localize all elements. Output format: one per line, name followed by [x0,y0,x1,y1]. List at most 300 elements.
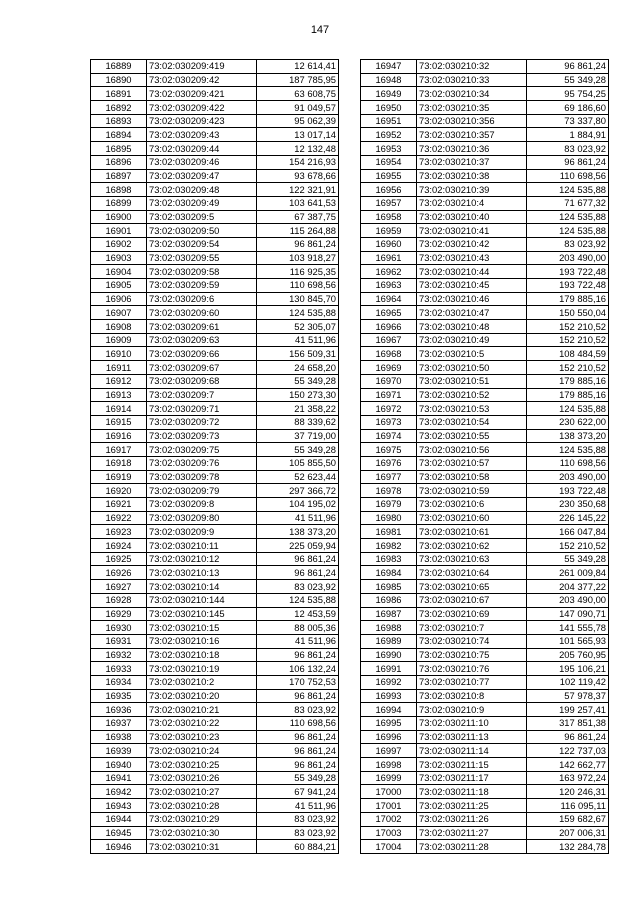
amount-cell: 147 090,71 [527,607,609,621]
cadastral-number-cell: 73:02:030210:16 [147,634,257,648]
row-number-cell: 16951 [361,114,417,128]
amount-cell: 159 682,67 [527,812,609,826]
amount-cell: 104 195,02 [257,498,339,512]
cadastral-number-cell: 73:02:030211:13 [417,730,527,744]
cadastral-number-cell: 73:02:030210:31 [147,840,257,854]
amount-cell: 152 210,52 [527,361,609,375]
row-number-cell: 16921 [91,498,147,512]
table-row [91,470,339,484]
row-number-cell: 16929 [91,607,147,621]
amount-cell: 37 719,00 [257,429,339,443]
table-row [361,388,609,402]
amount-cell: 57 978,37 [527,689,609,703]
amount-cell: 116 095,11 [527,799,609,813]
table-row [91,155,339,169]
cadastral-number-cell: 73:02:030210:2 [147,675,257,689]
cadastral-number-cell: 73:02:030209:60 [147,306,257,320]
row-number-cell: 16907 [91,306,147,320]
row-number-cell: 16938 [91,730,147,744]
amount-cell: 120 246,31 [527,785,609,799]
row-number-cell: 16970 [361,374,417,388]
amount-cell: 130 845,70 [257,292,339,306]
amount-cell: 67 941,24 [257,785,339,799]
row-number-cell: 17002 [361,812,417,826]
cadastral-number-cell: 73:02:030210:28 [147,799,257,813]
table-row [361,456,609,470]
amount-cell: 110 698,56 [527,456,609,470]
cadastral-number-cell: 73:02:030210:51 [417,374,527,388]
table-row [361,347,609,361]
cadastral-number-cell: 73:02:030209:48 [147,183,257,197]
table-row [361,484,609,498]
table-row [91,306,339,320]
table-row [91,456,339,470]
table-row [91,771,339,785]
amount-cell: 12 132,48 [257,142,339,156]
table-row [361,826,609,840]
amount-cell: 96 861,24 [257,566,339,580]
row-number-cell: 16935 [91,689,147,703]
cadastral-number-cell: 73:02:030210:67 [417,593,527,607]
row-number-cell: 16993 [361,689,417,703]
table-row [361,566,609,580]
amount-cell: 152 210,52 [527,320,609,334]
row-number-cell: 16891 [91,87,147,101]
cadastral-number-cell: 73:02:030209:79 [147,484,257,498]
row-number-cell: 16940 [91,758,147,772]
cadastral-number-cell: 73:02:030210:48 [417,320,527,334]
table-row [91,333,339,347]
row-number-cell: 16889 [91,60,147,74]
row-number-cell: 16925 [91,552,147,566]
row-number-cell: 16897 [91,169,147,183]
row-number-cell: 16961 [361,251,417,265]
table-row [91,511,339,525]
table-row [91,689,339,703]
row-number-cell: 16977 [361,470,417,484]
amount-cell: 105 855,50 [257,456,339,470]
amount-cell: 195 106,21 [527,662,609,676]
row-number-cell: 16941 [91,771,147,785]
row-number-cell: 16958 [361,210,417,224]
row-number-cell: 16952 [361,128,417,142]
cadastral-number-cell: 73:02:030210:55 [417,429,527,443]
amount-cell: 152 210,52 [527,539,609,553]
cadastral-number-cell: 73:02:030210:7 [417,621,527,635]
cadastral-number-cell: 73:02:030210:45 [417,279,527,293]
table-row [361,717,609,731]
amount-cell: 193 722,48 [527,265,609,279]
cadastral-number-cell: 73:02:030209:66 [147,347,257,361]
row-number-cell: 16936 [91,703,147,717]
amount-cell: 230 622,00 [527,415,609,429]
table-row [361,511,609,525]
row-number-cell: 16928 [91,593,147,607]
row-number-cell: 16910 [91,347,147,361]
row-number-cell: 16934 [91,675,147,689]
table-row [91,744,339,758]
cadastral-number-cell: 73:02:030210:25 [147,758,257,772]
row-number-cell: 16901 [91,224,147,238]
table-row [361,621,609,635]
row-number-cell: 16991 [361,662,417,676]
row-number-cell: 16997 [361,744,417,758]
cadastral-number-cell: 73:02:030211:25 [417,799,527,813]
cadastral-number-cell: 73:02:030210:57 [417,456,527,470]
cadastral-number-cell: 73:02:030211:10 [417,717,527,731]
row-number-cell: 16957 [361,196,417,210]
amount-cell: 154 216,93 [257,155,339,169]
amount-cell: 207 006,31 [527,826,609,840]
table-row [91,758,339,772]
table-row [361,169,609,183]
table-row [91,484,339,498]
cadastral-number-cell: 73:02:030210:34 [417,87,527,101]
cadastral-number-cell: 73:02:030210:144 [147,593,257,607]
amount-cell: 142 662,77 [527,758,609,772]
cadastral-number-cell: 73:02:030209:54 [147,237,257,251]
row-number-cell: 16904 [91,265,147,279]
left-table [90,59,339,854]
row-number-cell: 16960 [361,237,417,251]
amount-cell: 95 062,39 [257,114,339,128]
amount-cell: 102 119,42 [527,675,609,689]
table-row [91,429,339,443]
table-row [91,840,339,854]
row-number-cell: 16905 [91,279,147,293]
cadastral-number-cell: 73:02:030210:64 [417,566,527,580]
table-row [91,593,339,607]
row-number-cell: 16956 [361,183,417,197]
cadastral-number-cell: 73:02:030210:13 [147,566,257,580]
row-number-cell: 16906 [91,292,147,306]
cadastral-number-cell: 73:02:030210:60 [417,511,527,525]
cadastral-number-cell: 73:02:030211:18 [417,785,527,799]
row-number-cell: 16948 [361,73,417,87]
row-number-cell: 16943 [91,799,147,813]
cadastral-number-cell: 73:02:030209:61 [147,320,257,334]
amount-cell: 179 885,16 [527,374,609,388]
cadastral-number-cell: 73:02:030209:421 [147,87,257,101]
amount-cell: 141 555,78 [527,621,609,635]
table-row [91,607,339,621]
amount-cell: 83 023,92 [527,237,609,251]
amount-cell: 95 754,25 [527,87,609,101]
amount-cell: 124 535,88 [527,224,609,238]
cadastral-number-cell: 73:02:030210:47 [417,306,527,320]
amount-cell: 12 614,41 [257,60,339,74]
table-row [361,279,609,293]
cadastral-number-cell: 73:02:030210:145 [147,607,257,621]
amount-cell: 101 565,93 [527,634,609,648]
amount-cell: 103 641,53 [257,196,339,210]
amount-cell: 203 490,00 [527,593,609,607]
row-number-cell: 16973 [361,415,417,429]
row-number-cell: 16996 [361,730,417,744]
row-number-cell: 16989 [361,634,417,648]
amount-cell: 110 698,56 [257,717,339,731]
table-row [361,552,609,566]
table-row [361,306,609,320]
amount-cell: 52 305,07 [257,320,339,334]
amount-cell: 124 535,88 [257,306,339,320]
row-number-cell: 16900 [91,210,147,224]
amount-cell: 106 132,24 [257,662,339,676]
table-row [91,347,339,361]
table-row [91,662,339,676]
row-number-cell: 16944 [91,812,147,826]
cadastral-number-cell: 73:02:030210:42 [417,237,527,251]
amount-cell: 73 337,80 [527,114,609,128]
table-row [91,730,339,744]
amount-cell: 203 490,00 [527,470,609,484]
row-number-cell: 16902 [91,237,147,251]
amount-cell: 96 861,24 [257,744,339,758]
cadastral-number-cell: 73:02:030210:8 [417,689,527,703]
cadastral-number-cell: 73:02:030211:14 [417,744,527,758]
table-row [361,224,609,238]
amount-cell: 110 698,56 [257,279,339,293]
cadastral-number-cell: 73:02:030210:357 [417,128,527,142]
cadastral-number-cell: 73:02:030209:76 [147,456,257,470]
table-row [91,320,339,334]
cadastral-number-cell: 73:02:030210:46 [417,292,527,306]
row-number-cell: 16959 [361,224,417,238]
table-row [361,361,609,375]
amount-cell: 13 017,14 [257,128,339,142]
cadastral-number-cell: 73:02:030209:8 [147,498,257,512]
table-row [361,607,609,621]
row-number-cell: 16974 [361,429,417,443]
row-number-cell: 16937 [91,717,147,731]
amount-cell: 124 535,88 [527,402,609,416]
amount-cell: 96 861,24 [257,648,339,662]
table-row [361,785,609,799]
table-row [361,87,609,101]
row-number-cell: 16899 [91,196,147,210]
amount-cell: 116 925,35 [257,265,339,279]
amount-cell: 163 972,24 [527,771,609,785]
cadastral-number-cell: 73:02:030210:59 [417,484,527,498]
cadastral-number-cell: 73:02:030209:44 [147,142,257,156]
row-number-cell: 16995 [361,717,417,731]
row-number-cell: 16990 [361,648,417,662]
cadastral-number-cell: 73:02:030210:18 [147,648,257,662]
table-row [361,73,609,87]
cadastral-number-cell: 73:02:030210:15 [147,621,257,635]
row-number-cell: 16939 [91,744,147,758]
amount-cell: 122 737,03 [527,744,609,758]
cadastral-number-cell: 73:02:030211:26 [417,812,527,826]
amount-cell: 225 059,94 [257,539,339,553]
cadastral-number-cell: 73:02:030210:53 [417,402,527,416]
row-number-cell: 16927 [91,580,147,594]
amount-cell: 88 339,62 [257,415,339,429]
table-row [361,539,609,553]
row-number-cell: 16954 [361,155,417,169]
row-number-cell: 16964 [361,292,417,306]
row-number-cell: 17001 [361,799,417,813]
row-number-cell: 16923 [91,525,147,539]
row-number-cell: 16932 [91,648,147,662]
cadastral-number-cell: 73:02:030209:72 [147,415,257,429]
amount-cell: 124 535,88 [257,593,339,607]
amount-cell: 122 321,91 [257,183,339,197]
row-number-cell: 16946 [91,840,147,854]
cadastral-number-cell: 73:02:030210:23 [147,730,257,744]
amount-cell: 67 387,75 [257,210,339,224]
cadastral-number-cell: 73:02:030210:14 [147,580,257,594]
cadastral-number-cell: 73:02:030209:68 [147,374,257,388]
table-row [91,101,339,115]
amount-cell: 110 698,56 [527,169,609,183]
amount-cell: 132 284,78 [527,840,609,854]
row-number-cell: 16933 [91,662,147,676]
amount-cell: 297 366,72 [257,484,339,498]
row-number-cell: 16942 [91,785,147,799]
cadastral-number-cell: 73:02:030210:63 [417,552,527,566]
cadastral-number-cell: 73:02:030210:76 [417,662,527,676]
amount-cell: 96 861,24 [257,730,339,744]
row-number-cell: 16947 [361,60,417,74]
cadastral-number-cell: 73:02:030210:21 [147,703,257,717]
amount-cell: 41 511,96 [257,333,339,347]
row-number-cell: 16913 [91,388,147,402]
table-row [361,675,609,689]
table-row [361,498,609,512]
cadastral-number-cell: 73:02:030209:422 [147,101,257,115]
row-number-cell: 16994 [361,703,417,717]
row-number-cell: 16978 [361,484,417,498]
amount-cell: 138 373,20 [257,525,339,539]
row-number-cell: 16953 [361,142,417,156]
cadastral-number-cell: 73:02:030210:27 [147,785,257,799]
table-row [91,388,339,402]
cadastral-number-cell: 73:02:030210:12 [147,552,257,566]
table-row [91,265,339,279]
table-row [361,142,609,156]
cadastral-number-cell: 73:02:030210:26 [147,771,257,785]
amount-cell: 138 373,20 [527,429,609,443]
row-number-cell: 16950 [361,101,417,115]
row-number-cell: 16922 [91,511,147,525]
amount-cell: 166 047,84 [527,525,609,539]
table-row [91,169,339,183]
row-number-cell: 16908 [91,320,147,334]
table-row [91,621,339,635]
amount-cell: 1 884,91 [527,128,609,142]
amount-cell: 150 273,30 [257,388,339,402]
cadastral-number-cell: 73:02:030209:75 [147,443,257,457]
table-row [91,279,339,293]
amount-cell: 83 023,92 [257,812,339,826]
amount-cell: 96 861,24 [257,552,339,566]
cadastral-number-cell: 73:02:030210:37 [417,155,527,169]
row-number-cell: 16916 [91,429,147,443]
amount-cell: 203 490,00 [527,251,609,265]
cadastral-number-cell: 73:02:030210:19 [147,662,257,676]
row-number-cell: 16911 [91,361,147,375]
row-number-cell: 16981 [361,525,417,539]
table-row [91,415,339,429]
row-number-cell: 16890 [91,73,147,87]
cadastral-number-cell: 73:02:030209:67 [147,361,257,375]
row-number-cell: 16987 [361,607,417,621]
table-row [361,333,609,347]
amount-cell: 261 009,84 [527,566,609,580]
amount-cell: 199 257,41 [527,703,609,717]
cadastral-number-cell: 73:02:030210:356 [417,114,527,128]
table-row [361,812,609,826]
amount-cell: 71 677,32 [527,196,609,210]
row-number-cell: 16988 [361,621,417,635]
table-row [361,703,609,717]
table-row [361,196,609,210]
amount-cell: 41 511,96 [257,511,339,525]
cadastral-number-cell: 73:02:030209:63 [147,333,257,347]
cadastral-number-cell: 73:02:030210:30 [147,826,257,840]
cadastral-number-cell: 73:02:030210:44 [417,265,527,279]
table-row [361,771,609,785]
cadastral-number-cell: 73:02:030210:24 [147,744,257,758]
row-number-cell: 16992 [361,675,417,689]
table-row [91,812,339,826]
cadastral-number-cell: 73:02:030209:71 [147,402,257,416]
table-row [361,840,609,854]
table-row [91,114,339,128]
amount-cell: 96 861,24 [527,155,609,169]
row-number-cell: 16949 [361,87,417,101]
table-row [91,210,339,224]
cadastral-number-cell: 73:02:030210:32 [417,60,527,74]
row-number-cell: 16912 [91,374,147,388]
row-number-cell: 16984 [361,566,417,580]
table-row [91,374,339,388]
amount-cell: 83 023,92 [257,826,339,840]
cadastral-number-cell: 73:02:030210:75 [417,648,527,662]
cadastral-number-cell: 73:02:030209:5 [147,210,257,224]
cadastral-number-cell: 73:02:030210:65 [417,580,527,594]
cadastral-number-cell: 73:02:030209:7 [147,388,257,402]
cadastral-number-cell: 73:02:030210:33 [417,73,527,87]
table-row [361,210,609,224]
cadastral-number-cell: 73:02:030210:38 [417,169,527,183]
amount-cell: 55 349,28 [257,443,339,457]
table-row [91,402,339,416]
amount-cell: 52 623,44 [257,470,339,484]
table-row [91,799,339,813]
row-number-cell: 16894 [91,128,147,142]
page-number: 147 [310,24,330,36]
amount-cell: 41 511,96 [257,634,339,648]
cadastral-number-cell: 73:02:030209:49 [147,196,257,210]
table-row [91,142,339,156]
amount-cell: 96 861,24 [527,730,609,744]
amount-cell: 204 377,22 [527,580,609,594]
table-row [361,251,609,265]
table-row [91,826,339,840]
amount-cell: 156 509,31 [257,347,339,361]
cadastral-number-cell: 73:02:030210:39 [417,183,527,197]
row-number-cell: 16983 [361,552,417,566]
table-row [91,675,339,689]
cadastral-number-cell: 73:02:030210:20 [147,689,257,703]
amount-cell: 91 049,57 [257,101,339,115]
amount-cell: 83 023,92 [257,580,339,594]
amount-cell: 317 851,38 [527,717,609,731]
amount-cell: 88 005,36 [257,621,339,635]
row-number-cell: 16926 [91,566,147,580]
